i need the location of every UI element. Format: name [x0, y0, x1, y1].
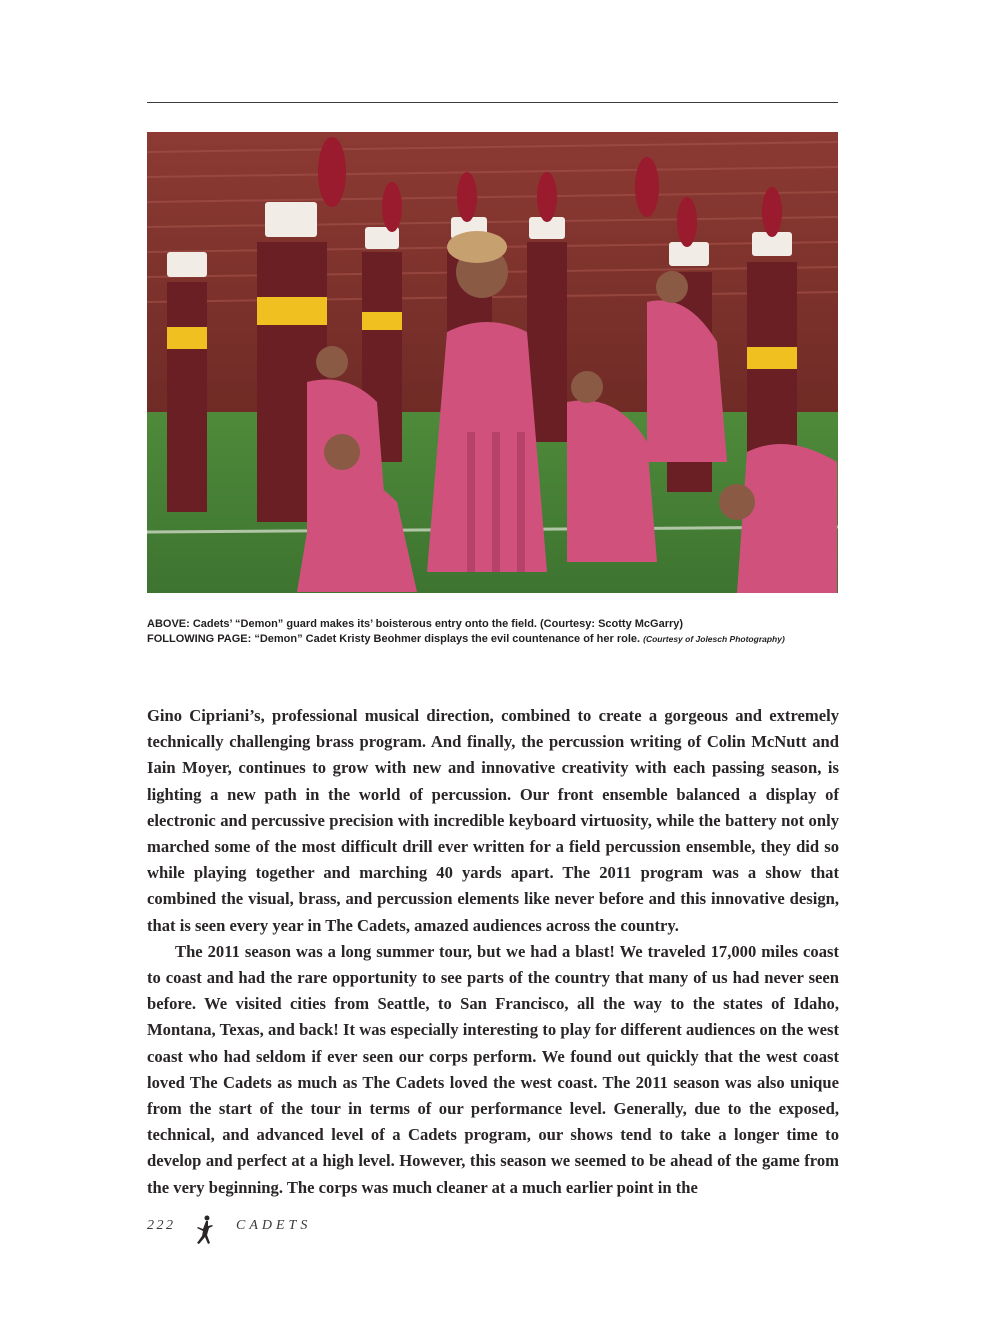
caption-following-credit: (Courtesy of Jolesch Photography) — [643, 634, 785, 644]
marching-band-photo — [147, 132, 838, 593]
caption-line-following — [147, 632, 847, 647]
body-paragraph-2: The 2011 season was a long summer tour, but we had a blast! We traveled 17,000 miles coast to coast and had the rare opportunity to see parts of the country that many of us had never seen before. We visited cities from Seattle, to San Francisco, all the way to the states of Idaho, Montana, Texas, and back! It was especially interesting to play for different audiences on the west coast who had seldom if ever seen our corps perform. We found out quickly that the west coast loved The Cadets as much as The Cadets loved the west coast. The 2011 season was also unique from the start of the tour in terms of our performance level. Generally, due to the exposed, technical, and advanced level of a Cadets program, our shows tend to take a longer time to develop and perfect at a high level. However, this season we seemed to be ahead of the game from the very beginning. The corps was much cleaner at a much earlier point in the — [147, 941, 839, 1197]
cadet-figure-icon — [194, 1214, 216, 1244]
body-paragraph-1: Gino Cipriani’s, professional musical direction, combined to create a gorgeous and extremely technically challenging brass program. And finally, the percussion writing of Colin McNutt and Iain Moyer, continues to grow with new and innovative creativity with each passing season, is lighting a new path in the world of percussion. Our front ensemble balanced a display of electronic and percussive precision with incredible keyboard virtuosity, while the battery not only marched some of the most difficult drill ever written for a field percussion ensemble, they did so while playing together and marching 40 yards apart. The 2011 program was a show that combined the visual, brass, and percussion elements like never before and this innovative design, that is seen every year in The Cadets, amazed audiences across the country. — [147, 706, 839, 935]
page-footer — [147, 1214, 447, 1244]
page-number: 222 — [147, 1218, 176, 1233]
caption-following-text: FOLLOWING PAGE: “Demon” Cadet Kristy Beohmer displays the evil countenance of her role. — [147, 633, 644, 645]
caption-line-above: ABOVE: Cadets’ “Demon” guard makes its’ boisterous entry onto the field. (Courtesy: Scotty McGarry) — [147, 618, 684, 630]
section-title: CADETS — [236, 1218, 312, 1233]
article-body — [147, 703, 839, 1201]
header-rule — [147, 102, 838, 103]
photo-caption — [147, 617, 847, 647]
marching-band-photo-icon — [147, 132, 838, 593]
